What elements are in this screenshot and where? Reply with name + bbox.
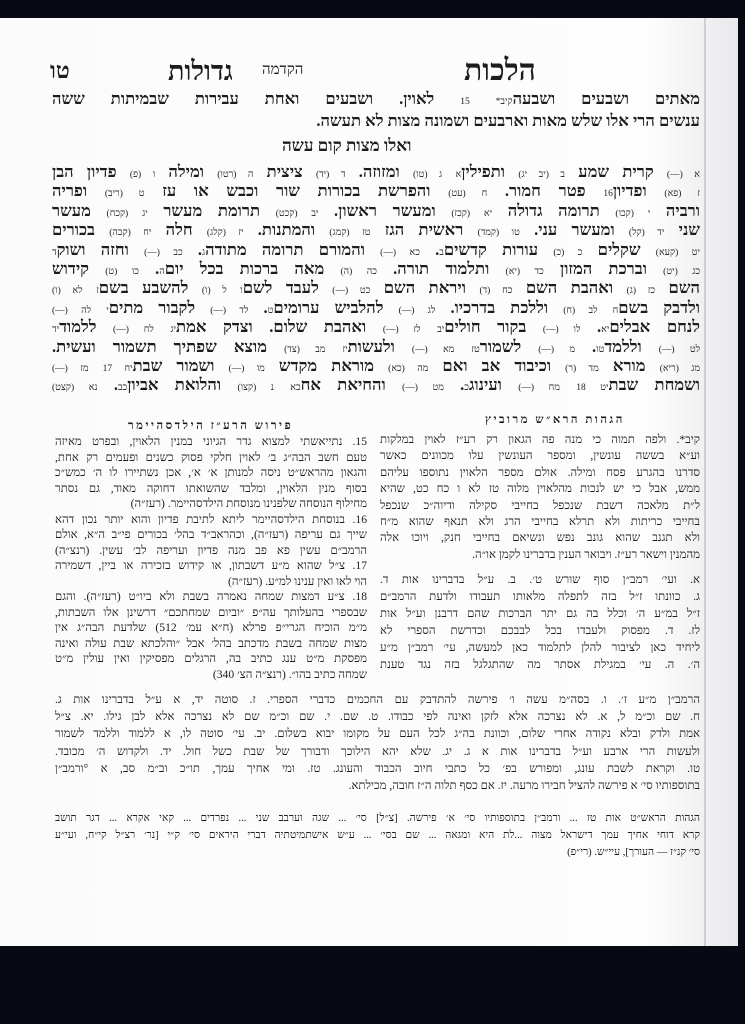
text-run: והחיאת אח (300, 375, 403, 395)
reference-marker: כו (ט) (105, 267, 139, 277)
running-title-left: גדולות (168, 56, 233, 86)
reference-marker: לו (—) (542, 325, 581, 336)
reference-marker: ג (טו) (413, 170, 443, 180)
reference-marker: ל (ו) (201, 286, 227, 297)
text-run: ורביה (650, 200, 700, 220)
commentary-right-line: מהמנין וישאר רע״ז. ויבואר הענין בדברינו לקמן או״ה. (472, 547, 700, 561)
text-run: . (138, 259, 160, 278)
reference-marker: יג (170, 325, 177, 336)
text-run: לשמור (479, 336, 539, 356)
text-run: ותפילין (461, 162, 519, 181)
reference-marker: א (—) (666, 170, 700, 180)
reference-marker: ח (612, 305, 619, 316)
text-run: ותלמוד תורה. (376, 259, 506, 278)
footnote-line: ג. כוונתו ז״ל בזה לתפלה מלאותו תעבודו ולדעת הרמב״ם (380, 590, 700, 603)
text-run: ומילה (155, 162, 218, 181)
commentary-left-line: 17. צ״ל שהוא מ״ע דשבתון, או קידוש בזכירה או ביין, דשמירה (55, 559, 367, 572)
text-run (227, 278, 243, 297)
text-run: וללכת בדרכיו. (435, 297, 564, 317)
commentary-left-line: שבספרי בהעלותך עה״פ ״וביום שמחתכם״ דרשינן אלו השבתות, (55, 605, 367, 619)
footnote-line: ה׳. ה. עי׳ במגילת אסתר מה שהתגלגל בזה נגד טענת (380, 658, 700, 671)
reference-marker: מח (—) (518, 383, 560, 394)
text-run (560, 375, 576, 394)
reference-marker: 16 (603, 189, 613, 200)
commentary-right-line: וע״א בששה עונשין, ומספר העונשין עלו מכוונים כאשר (380, 449, 700, 463)
text-run: ושמור שבת (132, 356, 229, 375)
commentary-right-title: הגהות הרא״ש מרוביץ (485, 414, 625, 426)
reference-marker: כד (יא) (505, 267, 544, 277)
footnote-wide-line: אמת ולדק ובלא נקודה אחרי שלום, וכוונת בה״ג לכל העם על מקומו יבוא בשלום. יב. עי׳ סוטה לו, א ללמוד וללמד לשמור (55, 727, 700, 741)
text-run: וחזה ושוק (56, 239, 145, 259)
commentary-left-line: בסוף מנין הלאוין, ומלבד שהשואתו דחוקה מאוד, גם נסתר (55, 481, 367, 495)
page-fold-line (704, 18, 706, 946)
section-heading: ואלו מצות קום עשה (282, 136, 412, 155)
commentary-left-line: שייך גם עריפה (רעז״ה), וכהראב״ד בהל׳ בכורים פי״ב ה״א, אולם (55, 528, 367, 541)
text-run: עורות קדשים (443, 239, 554, 259)
commentary-left-line: הוי לאו ואין ענינו למ״ע. (רעז״ה) (228, 574, 367, 588)
reference-marker: מ (—) (538, 344, 575, 355)
text-run (421, 317, 438, 336)
commentary-left-line: 18. צ״ע דמצות שמחה נאמרה בשבת ולא ביו״ט (רעז״ה). והגם (55, 590, 367, 603)
text-run (91, 298, 106, 317)
reference-marker: יט 18 (576, 383, 609, 394)
main-text-line (52, 374, 700, 396)
text-run: שני (664, 220, 700, 240)
footnote-wide-line: הרמב״ן מ״ע ז׳. ו. בסה״מ עשה ו׳ פירשה להתדבק עם החכמים כדברי הספרי. ז. סוטה יד, א ע״ל בדברינו אות ג. (55, 693, 700, 706)
text-run (454, 337, 471, 356)
text-run: ללמוד (59, 317, 114, 337)
commentary-left-line: מפסקת מ״ט ענג כתיב בה, הרגלים מפסיקין ואין עולין מ״ט (55, 652, 367, 665)
text-run: ומעשר עני. (519, 220, 629, 240)
text-run: ענשים הרי אלו שלש מאות וארבעים ושמונה מצות לא תעשה. (316, 111, 700, 130)
reference-marker: ד (יד) (315, 170, 346, 180)
reference-marker: מו (—) (228, 364, 265, 374)
reference-marker: יז (קלג) (206, 228, 244, 239)
reference-marker: יח 17 (102, 364, 133, 374)
reference-marker: מה (כא) (388, 364, 429, 374)
text-run: . (97, 375, 118, 395)
reference-marker: יד (52, 325, 60, 336)
text-run (442, 162, 455, 181)
footnote-line: ז״ל במ״ע ה׳ וכלל בה גם יתר הברכות שהם דרבנן וע״ל אות (380, 607, 700, 620)
reference-marker: ו (פ) (129, 170, 156, 180)
reference-marker: ד (52, 247, 57, 258)
reference-marker: קיב* (495, 97, 513, 107)
commentary-left-line: טעם חשב הבה״ג ב׳ לאוין חלקי פסוק כשנים ופעמים רק אחת, (55, 450, 367, 464)
commentary-left-line: הרמב״ם עשין פא פב מנה פדיון ועריפה לב׳ עשין. (רנצ״ה) (55, 543, 367, 557)
text-run: בקור חולים (444, 317, 543, 337)
reference-marker: לד (—) (210, 305, 249, 316)
text-run: שקלים (582, 239, 656, 259)
text-run: ויראת השם (370, 278, 480, 298)
text-run: מעשר (52, 200, 107, 220)
reference-marker: יט (קעא) (655, 247, 700, 258)
text-run (598, 298, 613, 317)
footnote-wide-line: ח. שם וכ״מ ל, א. לא נצרכה אלא לזקן ואינה לפי כבודו. ט. שם. י. שם וכ״מ שם לא נצרכה אלא לבן גילו. יא. צ״ל (55, 710, 700, 724)
reference-marker: כב (117, 383, 128, 394)
reference-marker: ז (פא) (664, 189, 700, 200)
reference-marker: נ (קצו) (237, 383, 274, 394)
text-run: ואהבת שלום. וצדק אמת (176, 317, 383, 337)
running-title-center: הקדמה (262, 62, 304, 78)
bottom-note-line: קרא דוחי אחיך עמך דישראל מצוה ...לת היא ומגאה ... שם בסי׳ ... ע״ש אישתמיטתיה דברי היראים סי׳ ק״י [נר׳ רצ״ל קי״ח, ועי״ע (55, 830, 700, 841)
reference-marker: טו (596, 344, 605, 355)
text-run (88, 356, 102, 375)
reference-marker: לג (—) (398, 305, 436, 316)
bottom-note-line: סי׳ קנ״ז — העורך], עיי״ש. (רי״פ) (567, 847, 700, 858)
text-run: והמתנות. (243, 220, 330, 240)
reference-marker: י (קכו) (615, 208, 651, 219)
text-run: פטר חמור. (487, 181, 604, 201)
reference-marker: טז (קמג) (329, 228, 371, 239)
reference-marker: כה (ה) (340, 267, 377, 277)
text-run: חלה (151, 220, 207, 240)
text-run (274, 375, 290, 394)
reference-marker: ז (96, 286, 99, 297)
text-run: ראשית הגז (370, 220, 478, 240)
text-run: ושמחת שבת (608, 375, 700, 395)
running-title-right: הלכות (464, 54, 536, 87)
reference-marker: יז (342, 344, 348, 355)
reference-marker: ח (עט) (448, 189, 488, 200)
footnote-wide-line: טו. וקראת לשבת עונג, ומפורש בפ׳ כל כתבי חיוב הכבוד והעונג. טז. ומי אחיך עמך, תו״כ וב״מ סב, א °ורמב״ן (55, 761, 700, 775)
text-run: מאה ברכות בכל יום (164, 259, 341, 278)
reference-marker: ה (רטו) (217, 170, 254, 180)
text-run: תרומת מעשר (147, 200, 276, 220)
text-run: ופריה (52, 181, 105, 201)
commentary-left-line: 15. נתייאשתי למצוא גדר הגיוני במנין הלאוין, ובפרט מאיזה (55, 435, 367, 448)
text-run: והמורם תרומה מתודה (205, 239, 381, 259)
commentary-left-line: מצות שמחה בשבת מדכתב בהל׳ אבל ״והלכתא שבת עולה ואינה (55, 636, 367, 650)
reference-marker: 15 (460, 97, 470, 107)
reference-marker: כ (464, 383, 469, 394)
reference-marker: מג (ריא) (659, 364, 700, 374)
reference-marker: לז (—) (382, 325, 421, 336)
reference-marker: מב (צד) (284, 344, 326, 355)
text-run: ומזוזה. (345, 162, 414, 181)
text-run: לנחם אבלים (609, 317, 700, 337)
reference-marker: ט (267, 305, 274, 316)
text-run: והלואת אביון (127, 375, 238, 395)
reference-marker: לט (—) (658, 344, 700, 355)
commentary-right-line: ממש, אבל כי יש לנכות מהלאוין מלוה טז לא ו כח כט, שהיא (380, 482, 700, 496)
text-run: וכיבוד אב ואם (428, 356, 566, 375)
commentary-left-line: מ״מ הוכיח הגרי״פ פרלא (ח״א עמ׳ 512) שלדעת הבה״ג אין (55, 621, 367, 634)
intro-line (240, 110, 700, 132)
reference-marker: ב (יב יג) (518, 170, 565, 180)
reference-marker: יד (קל) (628, 228, 665, 239)
reference-marker: ט (ריב) (104, 189, 145, 200)
text-run: . (182, 239, 203, 259)
intro-line (52, 88, 700, 110)
reference-marker: יא (601, 325, 610, 336)
text-run: . (248, 297, 268, 317)
text-run: פדיון הבן (52, 162, 130, 181)
reference-marker: כב (—) (144, 247, 183, 258)
reference-marker: כ (כ) (553, 247, 583, 258)
reference-marker: י (106, 305, 109, 316)
text-run (83, 278, 96, 297)
text-run: ואהבת השם (512, 278, 627, 298)
reference-marker: יב (קכט) (275, 208, 319, 219)
reference-marker: יא (קכז) (451, 208, 493, 219)
footnote-wide-line: ולעשות הרי ארבע וע״ל בדברינו אות א ג. יג. שלא יהא הילוכך ודבורך של שבת כשל חול. יד. ולקדוש ה׳ מכובד. (55, 744, 700, 758)
reference-marker: ג (202, 247, 206, 258)
text-run: וללמד (604, 336, 659, 356)
text-run: מוראת מקדש (264, 356, 389, 375)
text-run (154, 317, 171, 336)
reference-marker: יג (קכח) (106, 208, 148, 219)
reference-marker: מז (—) (52, 364, 89, 374)
commentary-right-line: סדרנו בהגרע פסח ומילה. אולם מספר הלאוין נתוספו עליהם (380, 465, 700, 479)
text-run: ועינוג (468, 375, 519, 395)
reference-marker: לא (ו) (52, 286, 83, 297)
text-run: תרומה גדולה (492, 200, 616, 220)
reference-marker: לח (—) (113, 325, 154, 336)
text-run: לקבור מתים (108, 297, 211, 317)
reference-marker: יח (קכה) (109, 228, 152, 239)
commentary-left-line: מחילוף הנוסחה שלפנינו מנוסחת הילדסהיימר. (רעז״ה) (130, 497, 367, 510)
text-run: מוצא שפתיך תשמור ועשית. (52, 336, 285, 356)
commentary-right-line: בחייבי כריתות ולא תרלא בחייבי הרג ולא תנאף שהוא מ״ח (380, 515, 700, 528)
text-run: מאתים ושבעים ושבעה (512, 89, 700, 108)
text-run: ציצית (253, 162, 316, 181)
reference-marker: טז (471, 344, 480, 355)
footnote-line: ליחיד כאן לציבור להלן לתלמוד כאן למעשה, עי׳ רמב״ן מ״ע (380, 641, 700, 654)
text-run: לאוין. ושבעים ואחת עבירות שבמיתות ששה (52, 89, 461, 108)
text-run: מורא (598, 356, 660, 375)
reference-marker: מד (ר) (565, 364, 599, 374)
reference-marker: ב (439, 247, 444, 258)
text-run: להלביש ערומים (273, 297, 399, 317)
text-run: . (443, 375, 465, 395)
footnote-line: לז. ד. מפסוק ולעבדו בכל לבבכם וכדרשת הספרי לא (380, 624, 700, 637)
text-run: ולעשות (347, 336, 412, 356)
reference-marker: כא (—) (380, 247, 420, 258)
reference-marker: כא (290, 383, 301, 394)
reference-marker: כח (ד) (479, 286, 513, 297)
reference-marker: מא (—) (411, 344, 455, 355)
text-run: . (580, 317, 602, 337)
text-run: ומעשר ראשון. (318, 200, 452, 220)
text-run: להשבע בשם (98, 278, 202, 298)
text-run: והפרשת בכורות שור וכבש או עז (144, 181, 449, 201)
reference-marker: מט (—) (402, 383, 444, 394)
commentary-left-line: 16. בנוסחת הילדסהיימר ליתא לתיבת פדיון והוא יותר נכון דהא (55, 512, 367, 526)
text-run: קרית שמע (564, 162, 667, 181)
text-run: . (419, 239, 440, 259)
reference-marker: א (455, 170, 462, 180)
commentary-right-line: ולא תגנב שהוא גונב נפש ונשיאם בחייבי חנק, ויוכו אלה (380, 531, 700, 545)
reference-marker: ו (240, 286, 243, 297)
reference-marker: טו (קמד) (477, 228, 520, 239)
text-run: בכורים (52, 220, 110, 240)
commentary-left-line: והגאון מהראש״ט ניסה למנותן א׳ א׳, אכן נשתיירו לו ה׳ כמש״כ (55, 466, 367, 479)
reference-marker: יב (437, 325, 445, 336)
commentary-right-line: ל״ת מלאכה דשבת שנכפל בחייבי סקילה ודיוה״כ שנכפל (380, 498, 700, 512)
reference-marker: לב (ח) (563, 305, 598, 316)
reference-marker: נא (קצט) (52, 383, 98, 394)
commentary-left-line: שמחה כתיב בהו״. (רנצ״ה הצ׳ 340) (212, 667, 367, 681)
text-run: קידוש (52, 259, 106, 278)
text-run: ולדבק בשם (618, 297, 700, 317)
commentary-left-title: פירוש הרע״ז הילדסהיימר (128, 420, 294, 432)
reference-marker: כג (יט) (663, 267, 700, 277)
footnote-wide-line: בתוספותיו סי׳ א פירשה להציל חבירו מרעה. יז. אם כסף תלוה ה״ז חובה, מכילתא. (348, 779, 700, 792)
footnote-line: א. ועי׳ רמב״ן סוף שורש ט׳. ב. ע״ל בדברינו אות ד. (380, 573, 700, 586)
text-run: לעבד לשם (242, 278, 333, 298)
reference-marker: כט (—) (332, 286, 371, 297)
text-run (325, 337, 342, 356)
text-run: . (575, 336, 597, 356)
text-run (470, 89, 496, 108)
bottom-note-line: הגהות הראש״ט אות טז ... ורמב״ן בתוספותיו סי׳ א׳ פירשה. [צ״ל] סי׳ ... שגה וערבב שני ... נפרדים ... קאי אקרא ... דגר תושב (55, 813, 700, 824)
text-run: ופדיון (612, 181, 665, 201)
text-run: השם (655, 278, 700, 298)
text-run: וברכת המזון (543, 259, 664, 278)
reference-marker: לה (—) (52, 305, 92, 316)
page-number: טו (50, 58, 70, 83)
reference-marker: ה (159, 267, 165, 277)
reference-marker: כז (ג) (626, 286, 656, 297)
commentary-right-line: קיב*. ולפה תמוה כי מנה פה הגאון רק רע״ז לאוין במלקות (380, 433, 700, 446)
